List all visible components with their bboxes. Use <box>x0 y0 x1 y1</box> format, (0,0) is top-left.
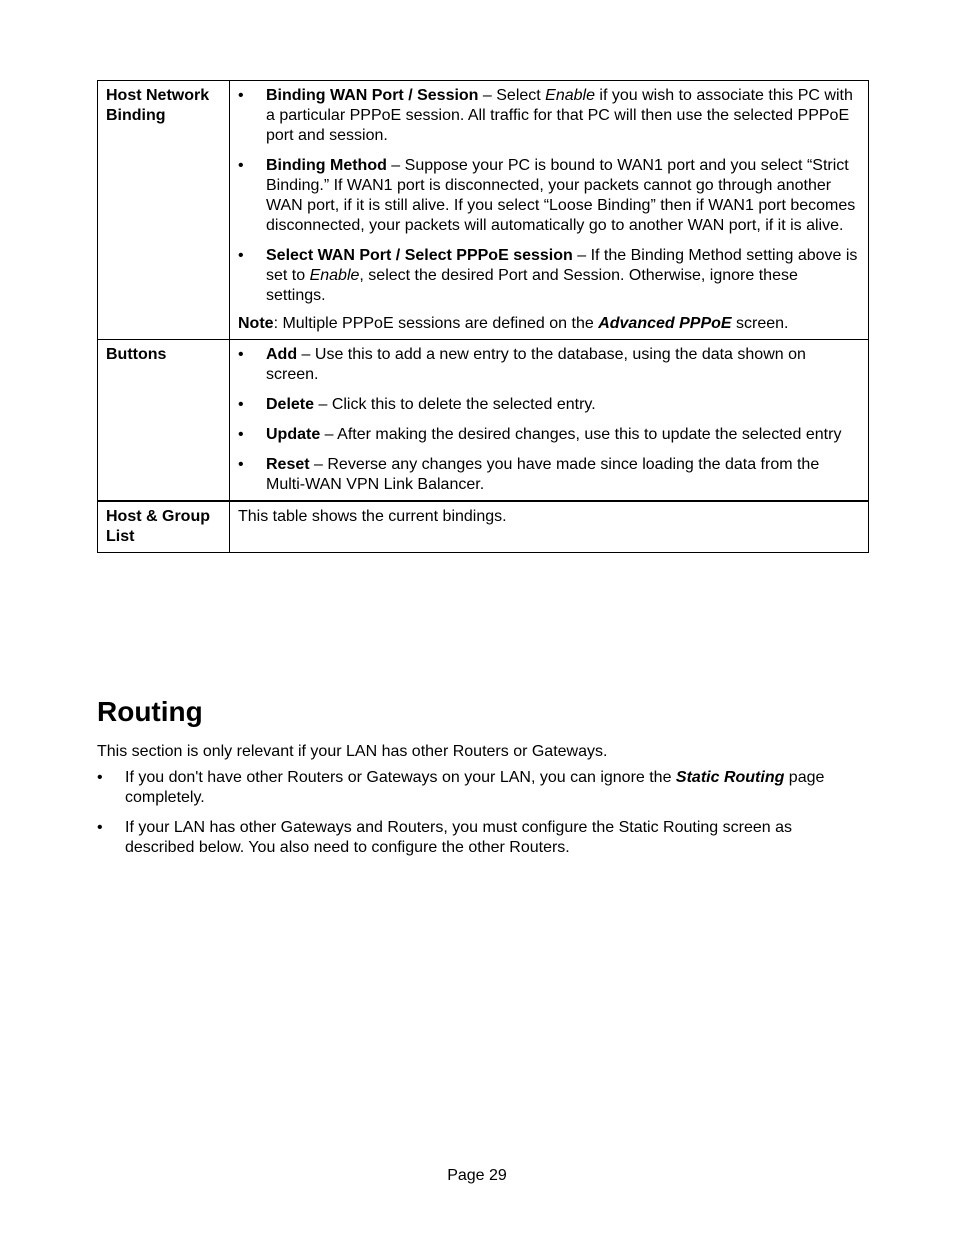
item-heading: Binding Method <box>266 157 387 174</box>
list-item <box>97 768 857 808</box>
item-heading: Update <box>266 426 321 443</box>
item-text: – If the Binding Method setting above is set to <box>266 247 858 284</box>
item-text: – Select <box>478 87 546 104</box>
item-heading: Binding WAN Port / Session <box>266 87 479 104</box>
list-item <box>97 818 857 858</box>
item-text: – Suppose your PC is bound to WAN1 port and you select “Strict Binding.” If WAN1 port is disconnected, your packets cannot go through another WAN port, if it is still alive. If you select “Loose Binding” then if WAN1 port becomes disconnected, your packets will automatically go to another WAN port, if it is alive. <box>266 157 856 234</box>
item-heading: Delete <box>266 396 315 413</box>
item-text: page completely. <box>125 769 825 806</box>
term-cell: Host & Group List <box>98 501 230 553</box>
item-heading: Select WAN Port / Select PPPoE session <box>266 247 573 264</box>
table-row <box>98 340 869 502</box>
item-text: If your LAN has other Gateways and Routers, you must configure the Static Routing screen as described below. You also need to configure the other Routers. <box>125 819 793 856</box>
bullet-icon: • <box>238 346 244 363</box>
table-row <box>98 81 869 340</box>
note <box>238 314 860 334</box>
description-cell <box>230 340 869 502</box>
bullet-icon: • <box>238 396 244 413</box>
description-cell <box>230 81 869 340</box>
bullet-list <box>238 345 860 495</box>
item-text: if you wish to associate this PC with a particular PPPoE session. All traffic for that PC will then use the selected PPPoE port and session. <box>266 87 853 144</box>
list-item <box>238 86 860 146</box>
description-cell: This table shows the current bindings. <box>230 501 869 553</box>
bullet-icon: • <box>97 769 103 786</box>
note-emphasis: Advanced PPPoE <box>598 315 732 332</box>
note-text: : Multiple PPPoE sessions are defined on the <box>273 315 599 332</box>
note-text: screen. <box>731 315 789 332</box>
bullet-icon: • <box>238 157 244 174</box>
bullet-icon: • <box>238 247 244 264</box>
section-title: Routing <box>97 696 203 727</box>
item-text: , select the desired Port and Session. Otherwise, ignore these settings. <box>266 267 798 304</box>
note-label: Note <box>238 315 274 332</box>
section-intro: This section is only relevant if your LAN has other Routers or Gateways. <box>97 743 608 760</box>
list-item <box>238 246 860 306</box>
bullet-icon: • <box>238 87 244 104</box>
table-row <box>98 501 869 553</box>
list-item <box>238 455 860 495</box>
item-emphasis: Enable <box>545 87 595 104</box>
item-heading: Reset <box>266 456 310 473</box>
list-item <box>238 345 860 385</box>
definitions-table <box>97 80 869 553</box>
bullet-list <box>238 86 860 306</box>
page-number: Page 29 <box>447 1167 507 1184</box>
item-emphasis: Static Routing <box>675 769 785 786</box>
item-text: – After making the desired changes, use this to update the selected entry <box>320 426 842 443</box>
bullet-icon: • <box>97 819 103 836</box>
item-text: – Reverse any changes you have made since loading the data from the Multi-WAN VPN Link Balancer. <box>266 456 820 493</box>
bullet-icon: • <box>238 426 244 443</box>
item-text: – Click this to delete the selected entry. <box>314 396 596 413</box>
routing-bullet-list <box>97 768 857 868</box>
bullet-icon: • <box>238 456 244 473</box>
term-cell: Host Network Binding <box>98 81 230 340</box>
term-cell: Buttons <box>98 340 230 502</box>
item-heading: Add <box>266 346 298 363</box>
list-item <box>238 425 860 445</box>
list-item <box>238 156 860 236</box>
list-item <box>238 395 860 415</box>
item-text: – Use this to add a new entry to the database, using the data shown on screen. <box>266 346 806 383</box>
item-text: If you don't have other Routers or Gateways on your LAN, you can ignore the <box>125 769 676 786</box>
item-emphasis: Enable <box>309 267 360 284</box>
